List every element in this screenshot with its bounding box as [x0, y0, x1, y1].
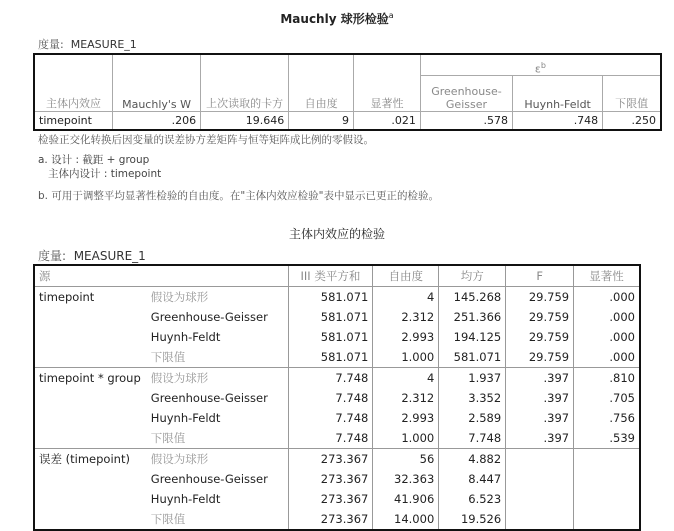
source-cell: [34, 428, 147, 449]
mauchly-table: [33, 53, 662, 131]
table-row: [34, 327, 640, 347]
ss-cell: 273.367: [288, 489, 373, 509]
df-cell: 41.906: [373, 489, 439, 509]
note-within-design: 主体内设计 : timepoint: [48, 168, 162, 180]
sig-cell: [574, 489, 640, 509]
f-cell: .397: [506, 428, 574, 449]
col-header-lb: 下限值: [603, 76, 661, 112]
df-cell: 14.000: [373, 509, 439, 530]
col-header-df: 自由度: [289, 54, 354, 112]
cell-gg: .578: [420, 112, 512, 130]
ss-cell: 273.367: [288, 509, 373, 530]
f-cell: 29.759: [506, 307, 574, 327]
cell-hf: .748: [513, 112, 603, 130]
sig-cell: .756: [574, 408, 640, 428]
ss-cell: 7.748: [288, 428, 373, 449]
table-row: [34, 509, 640, 530]
source-cell: [34, 327, 147, 347]
source-cell: 误差 (timepoint): [34, 449, 147, 470]
source-cell: [34, 408, 147, 428]
ss-cell: 7.748: [288, 408, 373, 428]
col-header-w: Mauchly's W: [113, 54, 201, 112]
ss-cell: 7.748: [288, 368, 373, 389]
condition-cell: 假设为球形: [147, 368, 288, 389]
f-cell: [506, 469, 574, 489]
col-header: 源: [34, 265, 147, 287]
sig-cell: .000: [574, 307, 640, 327]
table-row: [34, 428, 640, 449]
table-row: [34, 408, 640, 428]
ms-cell: 3.352: [439, 388, 506, 408]
sig-cell: .000: [574, 287, 640, 308]
ms-cell: 4.882: [439, 449, 506, 470]
table-header-row: [34, 265, 640, 287]
note-adjust: b. 可用于调整平均显著性检验的自由度。在"主体内效应检验"表中显示已更正的检验。: [38, 190, 439, 202]
f-cell: [506, 489, 574, 509]
source-cell: [34, 489, 147, 509]
condition-cell: Greenhouse-Geisser: [147, 469, 288, 489]
df-cell: 2.993: [373, 327, 439, 347]
f-cell: 29.759: [506, 327, 574, 347]
source-cell: [34, 469, 147, 489]
ms-cell: 7.748: [439, 428, 506, 449]
f-cell: 29.759: [506, 347, 574, 368]
col-header: F: [506, 265, 574, 287]
df-cell: 32.363: [373, 469, 439, 489]
df-cell: 56: [373, 449, 439, 470]
f-cell: 29.759: [506, 287, 574, 308]
ss-cell: 581.071: [288, 307, 373, 327]
source-cell: timepoint: [34, 287, 147, 308]
col-header: 自由度: [373, 265, 439, 287]
f-cell: [506, 449, 574, 470]
condition-cell: Huynh-Feldt: [147, 408, 288, 428]
ms-cell: 8.447: [439, 469, 506, 489]
condition-cell: 假设为球形: [147, 449, 288, 470]
ms-cell: 1.937: [439, 368, 506, 389]
col-header-sig: 显著性: [354, 54, 421, 112]
table-row: [34, 347, 640, 368]
mauchly-title: Mauchly 球形检验$^a$: [280, 11, 394, 26]
cell-w: .206: [113, 112, 201, 130]
cell-lb: .250: [603, 112, 661, 130]
ss-cell: 273.367: [288, 469, 373, 489]
source-cell: [34, 388, 147, 408]
table-row: [34, 287, 640, 308]
sig-cell: [574, 509, 640, 530]
measure-label-1: 度量: MEASURE_1: [38, 38, 137, 51]
f-cell: [506, 509, 574, 530]
measure-label-2: 度量: MEASURE_1: [38, 249, 146, 263]
note-design: a. 设计 : 截距 + group: [38, 154, 150, 166]
f-cell: .397: [506, 408, 574, 428]
condition-cell: Greenhouse-Geisser: [147, 307, 288, 327]
df-cell: 2.312: [373, 388, 439, 408]
ss-cell: 7.748: [288, 388, 373, 408]
table-row: [34, 112, 661, 130]
table-row: [34, 449, 640, 470]
sig-cell: [574, 449, 640, 470]
df-cell: 2.993: [373, 408, 439, 428]
table-row: [34, 469, 640, 489]
cell-effect: timepoint: [34, 112, 113, 130]
col-header: [147, 265, 288, 287]
df-cell: 1.000: [373, 347, 439, 368]
ms-cell: 251.366: [439, 307, 506, 327]
sig-cell: .000: [574, 327, 640, 347]
ms-cell: 194.125: [439, 327, 506, 347]
within-effects-title: 主体内效应的检验: [288, 227, 385, 241]
sig-cell: .000: [574, 347, 640, 368]
condition-cell: 下限值: [147, 347, 288, 368]
sig-cell: [574, 469, 640, 489]
source-cell: [34, 347, 147, 368]
condition-cell: 假设为球形: [147, 287, 288, 308]
cell-sig: .021: [354, 112, 421, 130]
f-cell: .397: [506, 368, 574, 389]
epsilon-header: $\varepsilon^b$: [420, 54, 661, 76]
source-cell: timepoint * group: [34, 368, 147, 389]
col-header: 显著性: [574, 265, 640, 287]
df-cell: 2.312: [373, 307, 439, 327]
table-row: [34, 307, 640, 327]
ss-cell: 581.071: [288, 327, 373, 347]
ss-cell: 273.367: [288, 449, 373, 470]
ms-cell: 2.589: [439, 408, 506, 428]
sig-cell: .705: [574, 388, 640, 408]
condition-cell: Huynh-Feldt: [147, 489, 288, 509]
sig-cell: .539: [574, 428, 640, 449]
col-header-effect: 主体内效应: [34, 54, 113, 112]
col-header-hf: Huynh-Feldt: [513, 76, 603, 112]
sig-cell: .810: [574, 368, 640, 389]
condition-cell: 下限值: [147, 428, 288, 449]
note-hypothesis: 检验正交化转换后因变量的误差协方差矩阵与恒等矩阵成比例的零假设。: [38, 134, 374, 146]
condition-cell: Greenhouse-Geisser: [147, 388, 288, 408]
df-cell: 4: [373, 368, 439, 389]
condition-cell: 下限值: [147, 509, 288, 530]
source-cell: [34, 307, 147, 327]
table-row: [34, 368, 640, 389]
df-cell: 1.000: [373, 428, 439, 449]
col-header-gg: Greenhouse-Geisser: [420, 76, 512, 112]
table-row: [34, 489, 640, 509]
cell-chisq: 19.646: [201, 112, 289, 130]
ms-cell: 19.526: [439, 509, 506, 530]
df-cell: 4: [373, 287, 439, 308]
condition-cell: Huynh-Feldt: [147, 327, 288, 347]
source-cell: [34, 509, 147, 530]
table-row: [34, 388, 640, 408]
ss-cell: 581.071: [288, 287, 373, 308]
col-header-chisq: 上次读取的卡方: [201, 54, 289, 112]
f-cell: .397: [506, 388, 574, 408]
ms-cell: 145.268: [439, 287, 506, 308]
col-header: III 类平方和: [288, 265, 373, 287]
col-header: 均方: [439, 265, 506, 287]
within-effects-table: [33, 264, 641, 531]
ms-cell: 6.523: [439, 489, 506, 509]
ms-cell: 581.071: [439, 347, 506, 368]
ss-cell: 581.071: [288, 347, 373, 368]
cell-df: 9: [289, 112, 354, 130]
